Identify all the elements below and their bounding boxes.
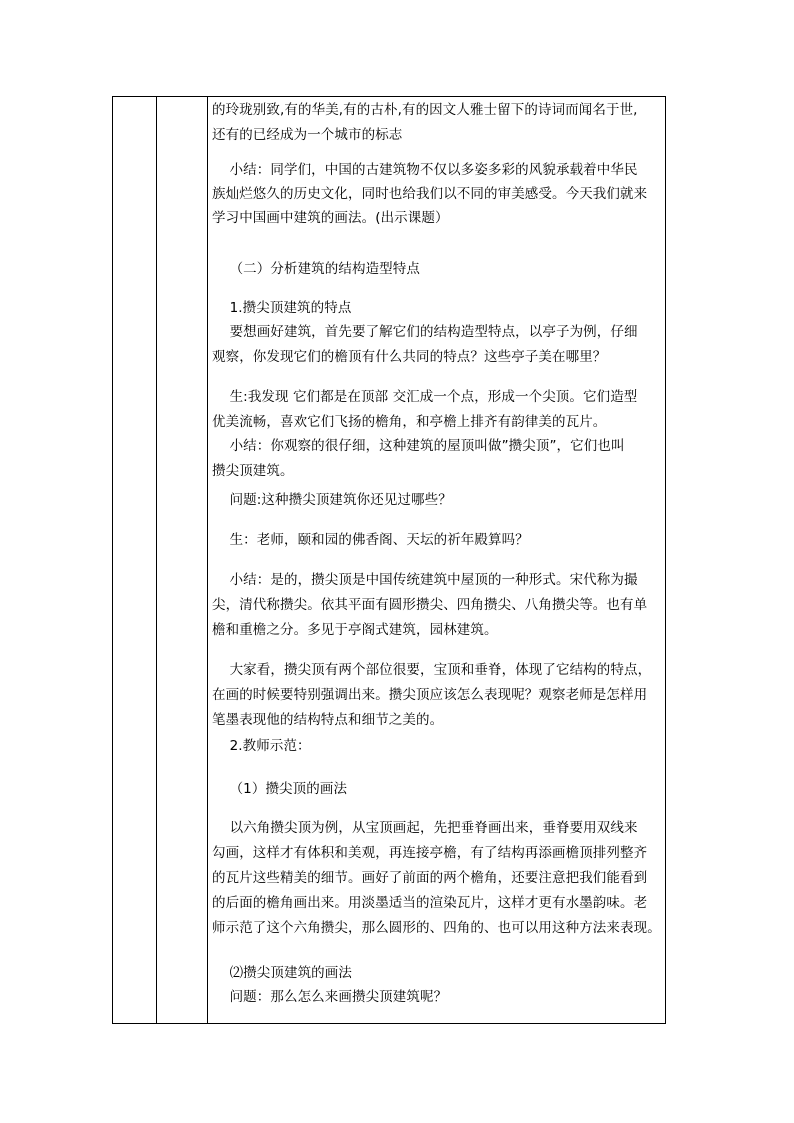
section-heading: （二）分析建筑的结构造型特点: [212, 261, 420, 277]
text-line: 尖，清代称攒尖。依其平面有圆形攒尖、四角攒尖、八角攒尖等。也有单: [212, 597, 648, 613]
text-line: 优美流畅，喜欢它们飞扬的檐角，和亭檐上排齐有韵律美的瓦片。: [212, 414, 607, 430]
sub-heading: ⑵攒尖顶建筑的画法: [212, 965, 352, 981]
text-line: 攒尖顶建筑。: [212, 463, 294, 479]
text-line: 小结：同学们，中国的古建筑物不仅以多姿多彩的风貌承载着中华民: [212, 162, 638, 178]
text-line: 小结：你观察的很仔细，这种建筑的屋顶叫做”攒尖顶”，它们也叫: [212, 438, 625, 454]
sub-heading: 1.攒尖顶建筑的特点: [212, 300, 352, 316]
text-line: 檐和重檐之分。多见于亭阁式建筑，园林建筑。: [212, 622, 498, 638]
text-line: 笔墨表现他的结构特点和细节之美的。: [212, 712, 444, 728]
text-line: 生:我发现 它们都是在顶部 交汇成一个点，形成一个尖顶。它们造型: [212, 389, 638, 405]
text-line: 的玲珑别致,有的华美,有的古朴,有的因文人雅士留下的诗词而闻名于世,: [212, 102, 638, 118]
text-line: 小结：是的，攒尖顶是中国传统建筑中屋顶的一种形式。宋代称为撮: [212, 572, 638, 588]
text-line: 观察，你发现它们的檐顶有什么共同的特点？这些亭子美在哪里？: [212, 349, 607, 365]
text-line: 学习中国画中建筑的画法。(出示课题）: [212, 210, 449, 226]
text-line: 的瓦片这些精美的细节。画好了前面的两个檐角，还要注意把我们能看到: [212, 870, 648, 886]
text-line: 勾画，这样才有体积和美观，再连接亭檐，有了结构再添画檐顶排列整齐: [212, 845, 648, 861]
sub-heading: 2.教师示范：: [212, 738, 311, 754]
text-line: 还有的已经成为一个城市的标志: [212, 127, 403, 143]
text-line: 在画的时候要特别强调出来。攒尖顶应该怎么表现呢？观察老师是怎样用: [212, 687, 648, 703]
text-line: 族灿烂悠久的历史文化，同时也给我们以不同的审美感受。今天我们就来: [212, 186, 648, 202]
text-line: 师示范了这个六角攒尖，那么圆形的、四角的、也可以用这种方法来表现。: [212, 920, 661, 936]
text-line: 生：老师，颐和园的佛香阁、天坛的祈年殿算吗？: [212, 532, 529, 548]
text-line: 的后面的檐角画出来。用淡墨适当的渲染瓦片，这样才更有水墨韵味。老: [212, 895, 648, 911]
text-line: 问题:这种攒尖顶建筑你还见过哪些？: [212, 492, 452, 508]
text-line: 以六角攒尖顶为例，从宝顶画起，先把垂脊画出来，垂脊要用双线来: [212, 820, 638, 836]
text-line: 问题：那么怎么来画攒尖顶建筑呢？: [212, 989, 448, 1005]
column-divider-2: [207, 97, 208, 1023]
sub-heading: （1）攒尖顶的画法: [212, 781, 348, 797]
text-line: 要想画好建筑，首先要了解它们的结构造型特点，以亭子为例，仔细: [212, 324, 638, 340]
lesson-table: [112, 96, 666, 1024]
text-line: 大家看，攒尖顶有两个部位很要，宝顶和垂脊，体现了它结构的特点，: [212, 662, 652, 678]
column-divider-1: [156, 97, 157, 1023]
